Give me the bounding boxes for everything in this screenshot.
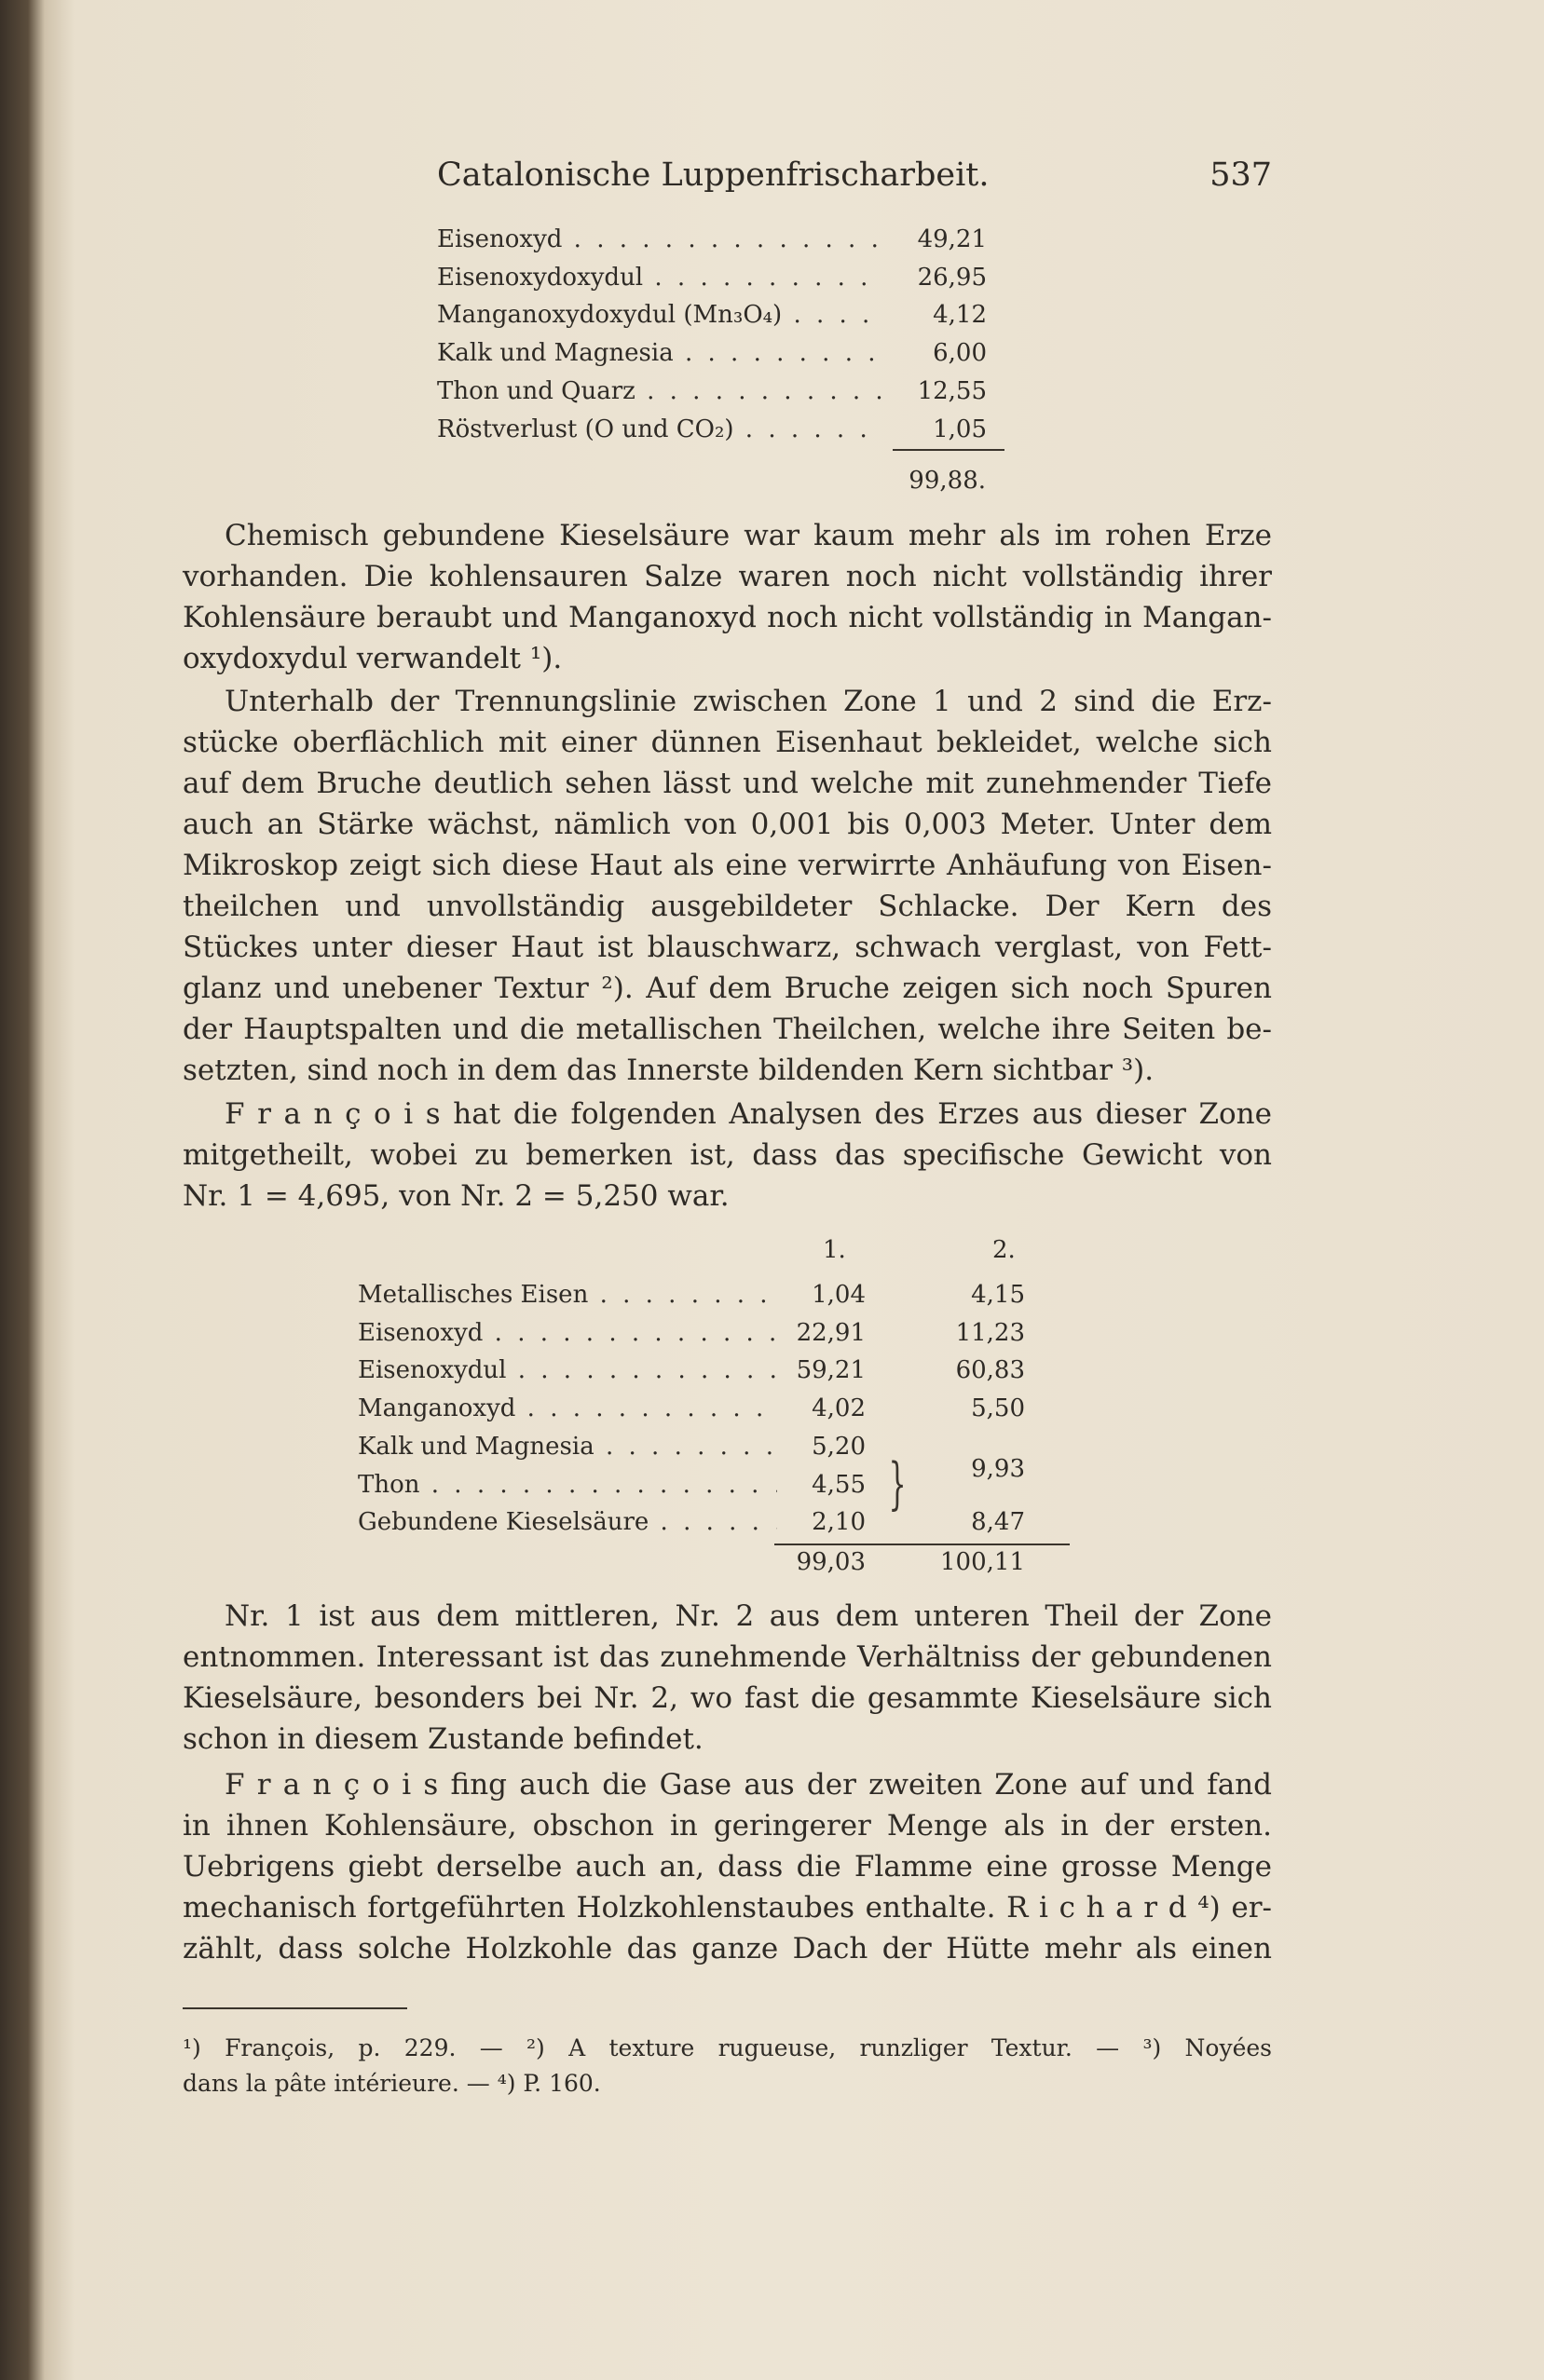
row-label: Gebundene Kieselsäure . . .	[358, 1503, 777, 1542]
value-col-2: 5,50	[971, 1394, 1025, 1423]
text-line: Chemisch gebundene Kieselsäure war kaum mehr als im rohen Erze	[225, 519, 1272, 552]
table-row	[437, 221, 987, 259]
running-head	[437, 156, 1272, 199]
row-label: Eisenoxyd . . .	[358, 1314, 777, 1353]
row-label: Eisenoxydoxydul . . .	[437, 259, 884, 297]
text-line: theilchen und unvollständig ausgebildeter Schlacke. Der Kern des	[183, 890, 1272, 923]
table-row	[437, 373, 987, 411]
value-col-1: 4,55	[812, 1470, 866, 1499]
text-line: Kohlensäure beraubt und Manganoxyd noch nicht vollständig in Mangan-	[183, 601, 1272, 634]
text-line: Stückes unter dieser Haut ist blauschwarz, schwach verglast, von Fett-	[183, 931, 1272, 964]
text-line: Unterhalb der Trennungslinie zwischen Zone 1 und 2 sind die Erz-	[225, 685, 1272, 718]
text-line: F r a n ç o i s fing auch die Gase aus der zweiten Zone auf und fand	[225, 1768, 1272, 1802]
paragraph	[183, 515, 1272, 679]
text-line: entnommen. Interessant ist das zunehmende Verhältniss der gebundenen	[183, 1640, 1272, 1674]
row-value: 6,00	[933, 339, 987, 368]
sum-rule	[774, 1544, 1070, 1545]
row-label: Kalk und Magnesia . . .	[358, 1428, 777, 1466]
table-row	[437, 296, 987, 334]
row-label: Eisenoxyd . . .	[437, 221, 884, 259]
row-value: 4,12	[933, 301, 987, 330]
footnotes	[183, 2031, 1272, 2101]
text-line: schon in diesem Zustande befindet.	[183, 1722, 704, 1756]
row-label: Röstverlust (O und CO₂) . . .	[437, 411, 884, 449]
text-line: vorhanden. Die kohlensauren Salze waren noch nicht vollständig ihrer	[183, 560, 1272, 593]
text-line: in ihnen Kohlensäure, obschon in geringerer Menge als in der ersten.	[183, 1809, 1272, 1843]
value-col-1: 5,20	[812, 1432, 866, 1461]
row-value: 12,55	[917, 376, 987, 405]
value-col-2: 4,15	[971, 1281, 1025, 1309]
table-row	[358, 1390, 1025, 1428]
value-col-2: 8,47	[971, 1508, 1025, 1537]
footnote-line: dans la pâte intérieure. — ⁴) P. 160.	[183, 2070, 601, 2097]
brace: }	[888, 1451, 907, 1516]
text-line: zählt, dass solche Holzkohle das ganze Dach der Hütte mehr als einen	[183, 1932, 1272, 1965]
value-col-1: 59,21	[796, 1356, 866, 1385]
row-label: Manganoxydoxydul (Mn₃O₄) . . .	[437, 296, 884, 334]
row-label: Eisenoxydul . . .	[358, 1352, 777, 1390]
total-col-1: 99,03	[796, 1548, 866, 1576]
text-line: Uebrigens giebt derselbe auch an, dass die Flamme eine grosse Menge	[183, 1850, 1272, 1884]
text-line: Mikroskop zeigt sich diese Haut als eine verwirrte Anhäufung von Eisen-	[183, 849, 1272, 882]
table-row	[358, 1352, 1025, 1390]
row-value: 1,05	[933, 415, 987, 443]
page-number: 537	[1209, 156, 1272, 194]
value-col-1: 2,10	[812, 1508, 866, 1537]
text-line: mechanisch fortgeführten Holzkohlenstaubes enthalte. R i c h a r d ⁴) er-	[183, 1891, 1272, 1924]
text-line: setzten, sind noch in dem das Innerste bildenden Kern sichtbar ³).	[183, 1054, 1155, 1087]
row-label: Thon . . .	[358, 1466, 777, 1504]
paragraph	[183, 681, 1272, 1091]
paragraph	[183, 1764, 1272, 1969]
column-header-2: 2.	[992, 1236, 1016, 1264]
table-row	[437, 259, 987, 297]
value-col-2: 60,83	[955, 1356, 1025, 1385]
text-line: Kieselsäure, besonders bei Nr. 2, wo fast die gesammte Kieselsäure sich	[183, 1681, 1272, 1715]
text-line: stücke oberflächlich mit einer dünnen Eisenhaut bekleidet, welche sich	[183, 726, 1272, 759]
text-line: Nr. 1 ist aus dem mittleren, Nr. 2 aus dem unteren Theil der Zone	[225, 1599, 1272, 1633]
row-label: Manganoxyd . . .	[358, 1390, 777, 1428]
row-label: Kalk und Magnesia . . .	[437, 334, 884, 373]
text-line: Nr. 1 = 4,695, von Nr. 2 = 5,250 war.	[183, 1179, 730, 1213]
text-line: mitgetheilt, wobei zu bemerken ist, dass das specifische Gewicht von	[183, 1138, 1272, 1172]
merged-value: 9,93	[971, 1455, 1025, 1483]
total-col-2: 100,11	[940, 1548, 1025, 1576]
row-label: Thon und Quarz . . .	[437, 373, 884, 411]
text-line: oxydoxydul verwandelt ¹).	[183, 642, 563, 675]
value-col-1: 1,04	[812, 1281, 866, 1309]
value-col-1: 4,02	[812, 1394, 866, 1423]
row-value: 49,21	[917, 225, 987, 253]
value-col-2: 11,23	[955, 1318, 1025, 1347]
sum-rule	[893, 449, 1004, 451]
value-col-1: 22,91	[796, 1318, 866, 1347]
footnote-rule	[183, 2007, 407, 2009]
paragraph	[183, 1596, 1272, 1760]
text-line: F r a n ç o i s hat die folgenden Analysen des Erzes aus dieser Zone	[225, 1097, 1272, 1131]
footnote-line: ¹) François, p. 229. — ²) A texture rugueuse, runzliger Textur. — ³) Noyées	[183, 2034, 1272, 2061]
paragraph	[183, 1094, 1272, 1217]
row-label: Metallisches Eisen . . .	[358, 1276, 777, 1314]
text-line: der Hauptspalten und die metallischen Theilchen, welche ihre Seiten be-	[183, 1013, 1272, 1046]
row-value: 26,95	[917, 263, 987, 292]
table1-total: 99,88.	[909, 467, 986, 495]
column-header-1: 1.	[823, 1236, 846, 1264]
text-line: auf dem Bruche deutlich sehen lässt und welche mit zunehmender Tiefe	[183, 767, 1272, 800]
text-line: auch an Stärke wächst, nämlich von 0,001 bis 0,003 Meter. Unter dem	[183, 808, 1272, 841]
running-title: Catalonische Luppenfrischarbeit.	[437, 156, 990, 194]
table-row	[358, 1503, 1025, 1542]
table-row	[437, 411, 987, 449]
table-row	[358, 1314, 1025, 1353]
text-line: glanz und unebener Textur ²). Auf dem Bruche zeigen sich noch Spuren	[183, 972, 1272, 1005]
table-row	[437, 334, 987, 373]
table-row	[358, 1276, 1025, 1314]
